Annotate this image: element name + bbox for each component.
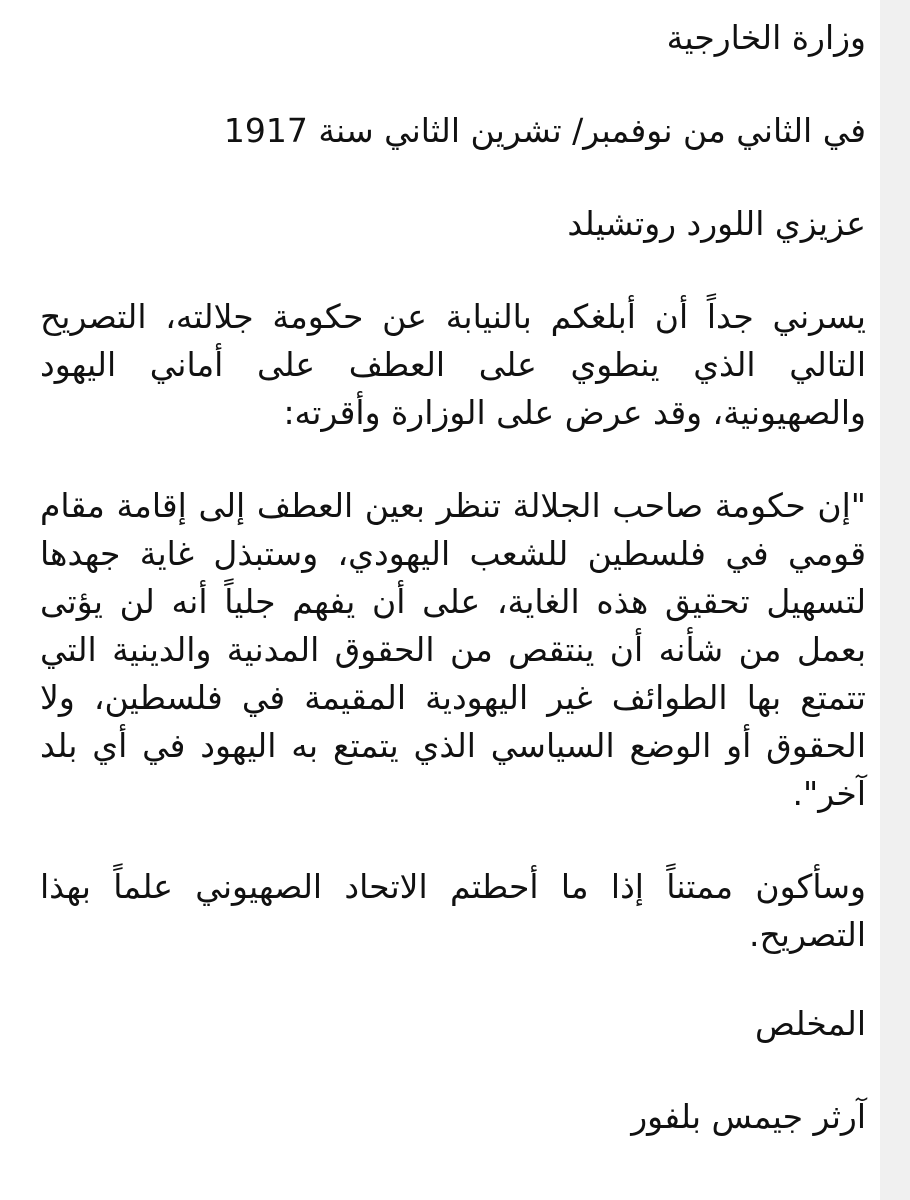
letter-closing-request: وسأكون ممتناً إذا ما أحطتم الاتحاد الصهيوني علماً بهذا التصريح. (40, 867, 866, 954)
letter-signature: آرثر جيمس بلفور (631, 1097, 866, 1136)
letter-intro: يسرني جداً أن أبلغكم بالنيابة عن حكومة جلالته، التصريح التالي الذي ينطوي على العطف على أماني اليهود والصهيونية، وقد عرض على الوزارة وأقرته: (40, 297, 866, 432)
letter-salutation: عزيزي اللورد روتشيلد (567, 204, 866, 243)
letter-header: وزارة الخارجية (666, 18, 866, 57)
letter-body (40, 14, 866, 1141)
letter-valediction: المخلص (755, 1004, 866, 1043)
letter-declaration: "إن حكومة صاحب الجلالة تنظر بعين العطف إلى إقامة مقام قومي في فلسطين للشعب اليهودي، وستبذل غاية جهدها لتسهيل تحقيق هذه الغاية، على أن يفهم جلياً أنه لن يؤتى بعمل من شأنه أن ينتقص من الحقوق المدنية والدينية التي تتمتع بها الطوائف غير اليهودية المقيمة في فلسطين، ولا الحقوق أو الوضع السياسي الذي يتمتع به اليهود في أي بلد آخر". (40, 486, 866, 813)
page-edge-strip (880, 0, 910, 1200)
letter-date: في الثاني من نوفمبر/ تشرين الثاني سنة 1917 (223, 111, 866, 150)
